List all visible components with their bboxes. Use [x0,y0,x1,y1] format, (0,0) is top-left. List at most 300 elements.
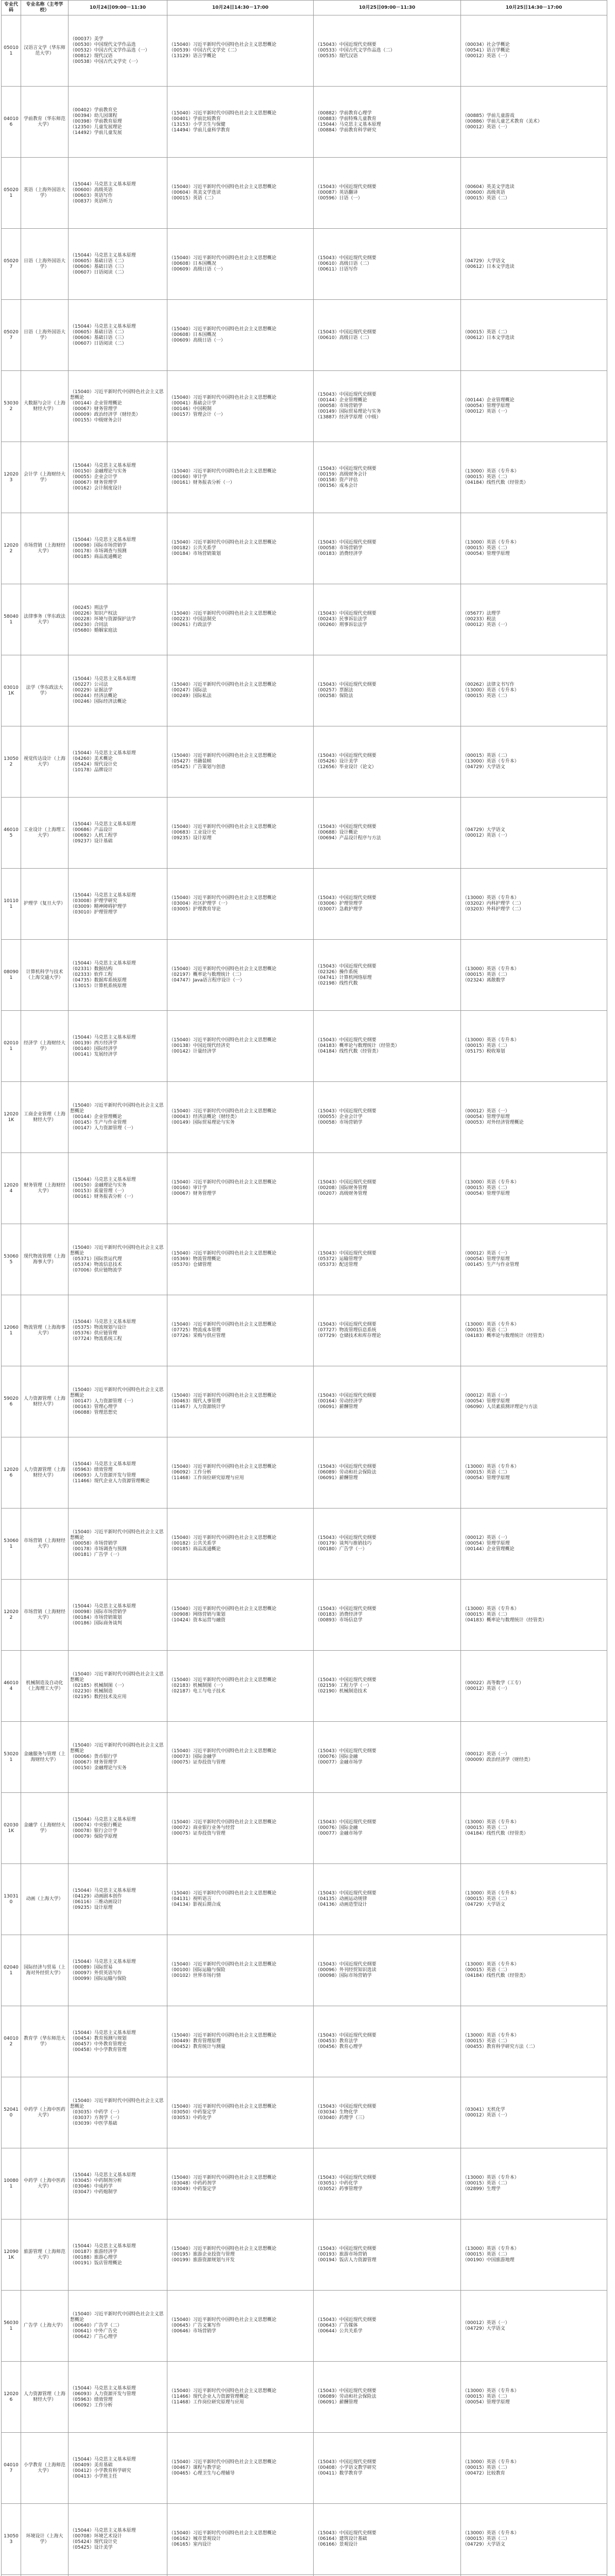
course-entry: （06092）工作分析 [169,1470,212,1475]
course-entry: （06164）建筑设计基础 [315,2536,367,2541]
course-entry: （15043）中国近现代史纲要 [315,42,377,47]
course-entry: （05425）设计美学 [70,2545,113,2550]
exam-slot-3 [314,2077,461,2148]
exam-slot-1 [69,1224,167,1295]
course-entry: （00098）国际市场营销学 [315,1973,372,1978]
exam-slot-3 [314,1366,461,1437]
course-entry: （00160）审计学 [169,474,207,480]
course-entry: （00596）日语（一） [315,196,363,201]
course-entry: （00012）英语（一） [463,125,510,130]
header-row [2,1,607,15]
course-entry: （15043）中国近现代史纲要 [315,392,377,397]
exam-slot-3 [314,1082,461,1153]
table-row [2,1011,607,1082]
exam-slot-3 [314,798,461,869]
course-entry: （00644）公共关系学 [315,2329,363,2334]
course-entry: （15044）马克思主义基本原理 [70,1603,136,1609]
table-row [2,1295,607,1366]
course-entry: （13000）英语（专升本） [463,2246,519,2251]
course-entry: （00179）谈判与推销技巧 [315,1541,372,1546]
course-entry: （00603）英语写作 [70,193,113,198]
course-entry: （09237）设计基础 [70,838,113,844]
course-entry: （15040）习近平新时代中国特色社会主义思想概论 [169,2246,277,2251]
schedule-body [2,15,607,2576]
course-entry: （05376）供应链管理 [70,1330,117,1336]
course-entry: （00147）人力资源管理（一） [70,1399,136,1404]
course-entry: （07006）供应链物流学 [70,1268,122,1273]
course-entry: （13000）英语（专升本） [463,1820,519,1825]
course-entry: （13000）英语（专升本） [463,1464,519,1469]
course-entry: （00142）计量经济学 [169,1049,216,1054]
exam-slot-4 [461,1224,607,1295]
major-name: 日语（上海外国语大学） [21,229,69,300]
course-entry: （13000）英语（专升本） [463,2175,519,2180]
major-code: 590206 [2,1366,21,1437]
table-row [2,442,607,513]
course-entry: （13000）英语（专升本） [463,759,519,764]
exam-slot-2 [167,1437,314,1509]
exam-slot-4 [461,1580,607,1651]
course-entry: （00012）英语（一） [463,1751,510,1757]
course-entry: （04741）计算机网络原理 [315,975,372,980]
exam-slot-2 [167,655,314,726]
major-name: 人力资源管理（上海财经大学） [21,1437,69,1509]
course-entry: （04729）大学语文 [463,2542,505,2547]
course-entry: （00015）英语（二） [463,2394,510,2399]
course-entry: （00164）劳动经济学 [315,1399,363,1404]
course-entry: （03010）护理管理学 [70,909,117,915]
exam-slot-2 [167,2433,314,2504]
exam-slot-3 [314,1793,461,1864]
course-entry: （02333）软件工程 [70,972,113,977]
course-entry: （04183）概率论与数理统计（经管类） [315,1043,400,1048]
course-entry: （00606）基础日语（三） [70,335,127,341]
course-entry: （11466）现代企业人力资源管理概论 [70,1478,150,1484]
course-entry: （15040）习近平新时代中国特色社会主义思想概论 [169,2104,277,2109]
exam-slot-3 [314,1935,461,2006]
course-entry: （05370）仓储管理 [169,1262,212,1267]
table-row [2,513,607,584]
course-entry: （00015）英语（二） [463,546,510,551]
course-entry: （00138）中国近现代经济史 [169,1043,230,1048]
course-entry: （15040）习近平新时代中国特色社会主义思想概论 [70,1103,164,1114]
course-entry: （00144）企业管理概论 [463,1547,515,1552]
table-row [2,2362,607,2433]
major-code: 040106 [2,87,21,158]
course-entry: （04134）影视后期合成 [169,1902,221,1907]
exam-slot-4 [461,584,607,655]
course-entry: （00402）学前教育史 [70,108,117,113]
exam-slot-1 [69,1793,167,1864]
exam-slot-4 [461,1153,607,1224]
course-entry: （00600）高级英语 [70,187,113,193]
exam-slot-4 [461,1864,607,1935]
course-entry: （15043）中国近现代史纲要 [315,1749,377,1754]
course-entry: （15043）中国近现代史纲要 [315,466,377,471]
course-entry: （04735）数据库系统原理 [70,978,127,983]
course-entry: （06089）劳动和社会保险法 [315,2394,377,2399]
course-entry: （15044）马克思主义基本原理 [70,463,136,468]
major-name: 国际经济与贸易（上海对外经贸大学） [21,1935,69,2006]
course-entry: （00009）政治经济学（财经类） [70,412,141,417]
course-entry: （00058）市场营销学 [315,403,363,409]
course-entry: （03041）无机化学 [463,2107,505,2112]
course-entry: （02326）操作系统 [315,969,358,975]
course-entry: （00193）旅游市场营销 [315,2252,367,2257]
exam-slot-2 [167,1793,314,1864]
major-name: 动画（上海大学） [21,1864,69,1935]
course-entry: （00883）学前特殊儿童教育 [315,116,377,122]
exam-slot-4 [461,869,607,940]
course-entry: （00161）财务报表分析（一） [70,1194,136,1199]
exam-slot-4 [461,229,607,300]
course-entry: （15043）中国近现代史纲要 [315,256,377,261]
course-entry: （00077）金融市场学 [315,1831,363,1836]
course-entry: （00153）质量管理（一） [70,1188,127,1194]
course-entry: （15043）中国近现代史纲要 [315,1820,377,1825]
course-entry: （00458）中小学教育管理 [70,2047,127,2053]
course-entry: （15040）习近平新时代中国特色社会主义思想概论 [70,1387,164,1398]
course-entry: （15040）习近平新时代中国特色社会主义思想概论 [169,1322,277,1327]
exam-slot-3 [314,726,461,798]
course-entry: （00162）会计制度设计 [70,486,122,491]
course-entry: （00408）小学语文教学研究 [315,2465,377,2470]
course-entry: （13000）英语（专升本） [463,2388,519,2394]
table-row [2,1580,607,1651]
course-entry: （00532）中国古代文学作品选（一） [70,48,150,53]
course-entry: （03006）护理管理学 [315,901,363,906]
exam-slot-2 [167,798,314,869]
table-row [2,869,607,940]
course-entry: （00149）国际贸易理论与实务 [315,409,381,414]
course-entry: （00067）财务管理学 [70,1760,117,1765]
course-entry: （03050）中药鉴定学 [169,2110,216,2115]
course-entry: （00612）日本文学选读 [463,335,515,341]
exam-slot-3 [314,1722,461,1793]
exam-slot-4 [461,1509,607,1580]
course-entry: （15043）中国近现代史纲要 [315,753,377,758]
course-entry: （00034）社会学概论 [463,42,510,47]
exam-slot-3 [314,2433,461,2504]
table-row [2,15,607,87]
course-entry: （00606）基础日语（三） [70,264,127,269]
major-name: 工业设计（上海理工大学） [21,798,69,869]
exam-slot-1 [69,1082,167,1153]
exam-slot-2 [167,2362,314,2433]
course-entry: （00708）环境艺术设计 [70,2533,122,2539]
major-code: 130502 [2,726,21,798]
course-entry: （15040）习近平新时代中国特色社会主义思想概论 [169,2531,277,2536]
course-entry: （00156）成本会计 [315,483,358,488]
course-entry: （00145）生产与作业管理 [463,1262,519,1267]
course-entry: （15040）习近平新时代中国特色社会主义思想概论 [169,1393,277,1398]
major-name: 金融服务与管理（上海财经大学） [21,1722,69,1793]
course-entry: （00157）管理会计（一） [169,412,226,417]
table-row [2,1153,607,1224]
course-entry: （11468）工作岗位研究原理与应用 [169,1476,244,1481]
exam-slot-1 [69,15,167,87]
course-entry: （00054）管理学原理 [463,1114,510,1120]
exam-slot-2 [167,1366,314,1437]
exam-slot-4 [461,1082,607,1153]
course-entry: （00229）证据法学 [70,688,113,693]
course-entry: （00012）英语（一） [463,1535,510,1540]
course-entry: （00184）市场营销策划 [70,1615,122,1620]
course-entry: （04184）线性代数（经管类） [463,1973,528,1978]
major-code: 530201 [2,1722,21,1793]
course-entry: （15044）马克思主义基本原理 [70,821,136,827]
course-entry: （00012）英语（一） [463,622,510,628]
exam-slot-2 [167,158,314,229]
course-entry: （13000）英语（专升本） [463,469,519,474]
header-major-code: 专业代码 [2,1,21,15]
course-entry: （00882）学前教育心理学 [315,110,372,116]
course-entry: （15043）中国近现代史纲要 [315,1891,377,1896]
major-code: 120202 [2,1580,21,1651]
course-entry: （00015）英语（二） [463,1968,510,1973]
table-row [2,1722,607,1793]
course-entry: （06166）景观设计 [315,2542,358,2547]
course-entry: （00072）商业银行业务与经营 [169,1825,235,1831]
course-entry: （15044）马克思主义基本原理 [70,1461,136,1467]
course-entry: （15043）中国近现代史纲要 [315,1464,377,1469]
course-entry: （03040）药理学（三） [315,2115,367,2121]
course-entry: （00076）国际金融 [315,1825,358,1831]
course-entry: （00642）广告心理学 [70,2334,117,2340]
course-entry: （00139）西方经济学 [70,1040,117,1046]
course-entry: （00161）财务报表分析（一） [169,480,235,485]
course-entry: （02899）生理学 [463,2187,501,2192]
exam-slot-2 [167,2148,314,2219]
course-entry: （00605）基础日语（二） [70,258,127,264]
course-entry: （04747）Java语言程序设计（一） [169,978,245,983]
exam-slot-4 [461,513,607,584]
major-code: 520410 [2,2077,21,2148]
header-oct24-afternoon: 10月24日14:30－17:00 [167,1,314,15]
course-entry: （00223）中国法制史 [169,617,216,622]
exam-slot-3 [314,655,461,726]
exam-slot-1 [69,229,167,300]
exam-slot-4 [461,1011,607,1082]
major-name: 英语（上海外国语大学） [21,158,69,229]
course-entry: （00194）饭店人力资源管理 [315,2258,377,2263]
course-entry: （00262）法律文书写作 [463,682,515,687]
exam-slot-2 [167,2219,314,2291]
major-code: 530302 [2,371,21,442]
course-entry: （15044）马克思主义基本原理 [70,537,136,543]
course-entry: （00539）中国古代文学史（二） [169,48,240,53]
table-row [2,87,607,158]
course-entry: （00454）教育预测与规划 [70,2036,127,2041]
exam-slot-1 [69,2077,167,2148]
course-entry: （03034）生物化学 [315,2110,358,2115]
exam-slot-3 [314,584,461,655]
course-entry: （00054）管理学原理 [463,403,510,409]
major-name: 中药学（上海中医药大学） [21,2077,69,2148]
course-entry: （15043）中国近现代史纲要 [315,963,377,969]
table-row [2,1082,607,1153]
exam-slot-4 [461,15,607,87]
course-entry: （00243）民事诉讼法学 [315,617,367,622]
exam-slot-2 [167,229,314,300]
exam-slot-2 [167,584,314,655]
course-entry: （15044）马克思主义基本原理 [70,324,136,329]
course-entry: （11466）现代企业人力资源管理概论 [169,2394,249,2399]
course-entry: （00015）英语（二） [169,196,216,201]
major-name: 环境设计（上海大学） [21,2504,69,2575]
major-name: 现代物流管理（上海海事大学） [21,1224,69,1295]
course-entry: （00230）合同法 [70,622,108,628]
course-entry: （15040）习近平新时代中国特色社会主义思想概论 [169,327,277,332]
exam-slot-1 [69,1437,167,1509]
major-code: 100801 [2,2148,21,2219]
course-entry: （04729）大学语文 [463,258,505,264]
course-entry: （00535）现代汉语 [315,54,358,59]
course-entry: （15043）中国近现代史纲要 [315,2175,377,2180]
course-entry: （00228）环境与资源保护法学 [70,617,136,622]
course-entry: （00158）资产评估 [315,477,358,483]
course-entry: （00449）教育管理原理 [169,2039,221,2044]
course-entry: （06092）工作分析 [70,2402,113,2408]
course-entry: （00078）银行会计学 [70,1828,117,1834]
course-entry: （00467）课程与教学论 [169,2465,221,2470]
course-entry: （15044）马克思主义基本原理 [315,122,381,127]
exam-slot-1 [69,371,167,442]
exam-slot-4 [461,2433,607,2504]
course-entry: （13000）英语（专升本） [463,2460,519,2465]
exam-slot-2 [167,1651,314,1722]
header-oct25-morning: 10月25日09:00－11:30 [314,1,461,15]
major-name: 小学教育（上海师范大学） [21,2433,69,2504]
major-code: 120201K [2,1082,21,1153]
course-entry: （15040）习近平新时代中国特色社会主义思想概论 [169,895,277,901]
course-entry: （00645）广告文案写作 [169,2323,221,2328]
course-entry: （02198）线性代数 [315,980,358,986]
course-entry: （00054）管理学原理 [463,1476,510,1481]
course-entry: （06091）薪酬管理 [315,1404,358,1410]
course-entry: （00015）英语（二） [463,2536,510,2541]
course-entry: （04729）大学语文 [463,765,505,770]
major-code: 050207 [2,300,21,371]
course-entry: （00100）国际运输与保险 [169,1968,226,1973]
course-entry: （13887）经济学原理（中级） [315,415,381,420]
course-entry: （00641）中外广告史 [70,2329,117,2334]
course-entry: （00185）商品流通概论 [169,1547,221,1552]
major-name: 市场营销（上海财经大学） [21,1580,69,1651]
course-entry: （00015）英语（二） [463,693,510,699]
exam-slot-2 [167,1864,314,1935]
course-entry: （15044）马克思主义基本原理 [70,2456,136,2462]
exam-slot-4 [461,2291,607,2362]
exam-slot-3 [314,2362,461,2433]
course-entry: （00015）英语（二） [463,1470,510,1475]
course-entry: （00683）工业设计史 [169,830,216,835]
course-entry: （00075）证券投资与管理 [169,1760,226,1765]
exam-slot-2 [167,726,314,798]
course-entry: （15040）习近平新时代中国特色社会主义思想概论 [169,1820,277,1825]
exam-slot-2 [167,2291,314,2362]
major-code: 020101 [2,1011,21,1082]
course-entry: （00258）保险法 [315,693,353,699]
course-entry: （00412）小学教育科学研究 [70,2468,131,2473]
course-entry: （15043）中国近现代史纲要 [315,1606,377,1612]
table-row [2,158,607,229]
course-entry: （00015）英语（二） [463,1612,510,1617]
major-name: 人力资源管理（上海财经大学） [21,2362,69,2433]
major-code: 050201 [2,158,21,229]
course-entry: （00012）英语（一） [463,1393,510,1398]
course-entry: （00041）基础会计学 [169,400,216,406]
course-entry: （00096）外刊经贸知识选读 [315,1968,377,1973]
course-entry: （00015）英语（二） [463,1185,510,1191]
course-entry: （05373）配送管理 [315,1262,358,1267]
table-row [2,2219,607,2291]
exam-slot-3 [314,1224,461,1295]
course-entry: （15040）习近平新时代中国特色社会主义思想概论 [169,1891,277,1896]
major-code: 130503 [2,2504,21,2575]
course-entry: （00465）心理卫生与心理辅导 [169,2471,235,2476]
major-name: 金融学（上海财经大学） [21,1793,69,1864]
header-oct24-morning: 10月24日09:00－11:30 [69,1,167,15]
major-code: 050207 [2,229,21,300]
exam-slot-3 [314,442,461,513]
course-entry: （00066）货币银行学 [70,1754,117,1759]
course-entry: （02324）离散数学 [463,978,505,983]
course-entry: （04184）线性代数（经管类） [463,1831,528,1836]
exam-slot-4 [461,726,607,798]
course-entry: （15043）中国近现代史纲要 [315,184,377,190]
course-entry: （15043）中国近现代史纲要 [315,1677,377,1683]
exam-slot-3 [314,2219,461,2291]
major-code: 130310 [2,1864,21,1935]
major-name: 日语（上海外国语大学） [21,300,69,371]
course-entry: （15043）中国近现代史纲要 [315,2388,377,2394]
exam-slot-2 [167,513,314,584]
major-name: 中药学（上海中医药大学） [21,2148,69,2219]
course-entry: （03046）中成药学 [70,2183,113,2189]
course-entry: （00055）企业会计学 [315,1114,363,1120]
course-entry: （15044）马克思主义基本原理 [70,2030,136,2036]
course-entry: （00249）国际私法 [169,693,212,699]
major-code: 040107 [2,2433,21,2504]
course-entry: （00187）旅游经济学 [70,2249,117,2255]
course-entry: （00195）旅游企业投资与管理 [169,2252,235,2257]
course-entry: （00233）税法 [463,617,496,622]
course-entry: （00087）英语翻译 [315,190,358,195]
course-entry: （00159）高级财务会计 [315,471,367,477]
exam-slot-3 [314,229,461,300]
course-entry: （00147）人力资源管理（一） [70,1126,136,1131]
course-entry: （00640）广告学（二） [70,2323,122,2328]
exam-slot-3 [314,2291,461,2362]
course-entry: （13000）英语（专升本） [463,1038,519,1043]
course-entry: （00015）英语（二） [463,1043,510,1048]
course-entry: （06088）管理思想史 [70,1410,117,1415]
course-entry: （00886）学前儿童艺术教育（美术） [463,119,542,124]
course-entry: （00472）比较教育 [463,2471,505,2476]
course-entry: （15044）马克思主义基本原理 [70,181,136,187]
course-entry: （06089）劳动和社会保险法 [315,1470,377,1475]
course-entry: （00180）广告学（一） [315,1547,367,1552]
course-entry: （00608）日本国概况 [169,261,216,266]
course-entry: （00141）发展经济学 [70,1052,117,1057]
course-entry: （15044）马克思主义基本原理 [70,2385,136,2391]
major-name: 广告学（上海大学） [21,2291,69,2362]
course-entry: （00012）英语（一） [463,1251,510,1256]
course-entry: （15043）中国近现代史纲要 [315,2460,377,2465]
major-code: 020301K [2,1793,21,1864]
course-entry: （13000）英语（专升本） [463,1180,519,1185]
